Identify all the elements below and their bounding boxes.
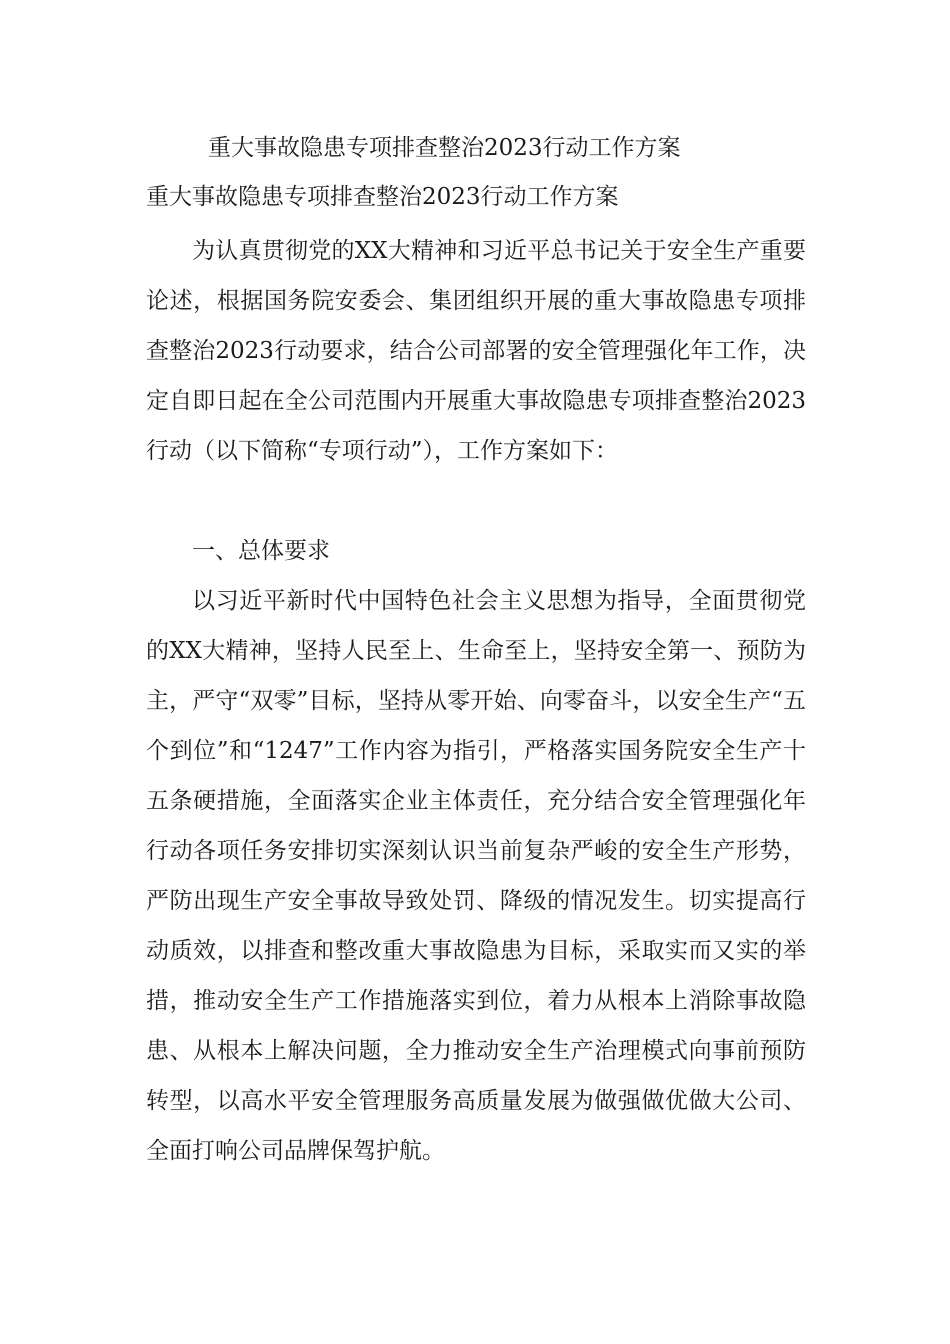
document-subtitle: 重大事故隐患专项排查整治2023行动工作方案 bbox=[146, 184, 619, 210]
intro-paragraph: 为认真贯彻党的XX大精神和习近平总书记关于安全生产重要论述，根据国务院安委会、集团组织开展的重大事故隐患专项排查整治2023行动要求，结合公司部署的安全管理强化年工作，决定自即日起在全公司范围内开展重大事故隐患专项排查整治2023行动（以下简称“专项行动”），工作方案如下： bbox=[146, 238, 806, 464]
section-heading-general-requirements: 一、总体要求 bbox=[192, 538, 330, 564]
section-body-general-requirements: 以习近平新时代中国特色社会主义思想为指导，全面贯彻党的XX大精神，坚持人民至上、生命至上，坚持安全第一、预防为主，严守“双零”目标，坚持从零开始、向零奋斗，以安全生产“五个到位”和“1247”工作内容为指引，严格落实国务院安全生产十五条硬措施，全面落实企业主体责任，充分结合安全管理强化年行动各项任务安排切实深刻认识当前复杂严峻的安全生产形势，严防出现生产安全事故导致处罚、降级的情况发生。切实提高行动质效，以排查和整改重大事故隐患为目标，采取实而又实的举措，推动安全生产工作措施落实到位，着力从根本上消除事故隐患、从根本上解决问题，全力推动安全生产治理模式向事前预防转型，以高水平安全管理服务高质量发展为做强做优做大公司、全面打响公司品牌保驾护航。 bbox=[146, 588, 806, 1164]
document-title: 重大事故隐患专项排查整治2023行动工作方案 bbox=[208, 135, 681, 161]
